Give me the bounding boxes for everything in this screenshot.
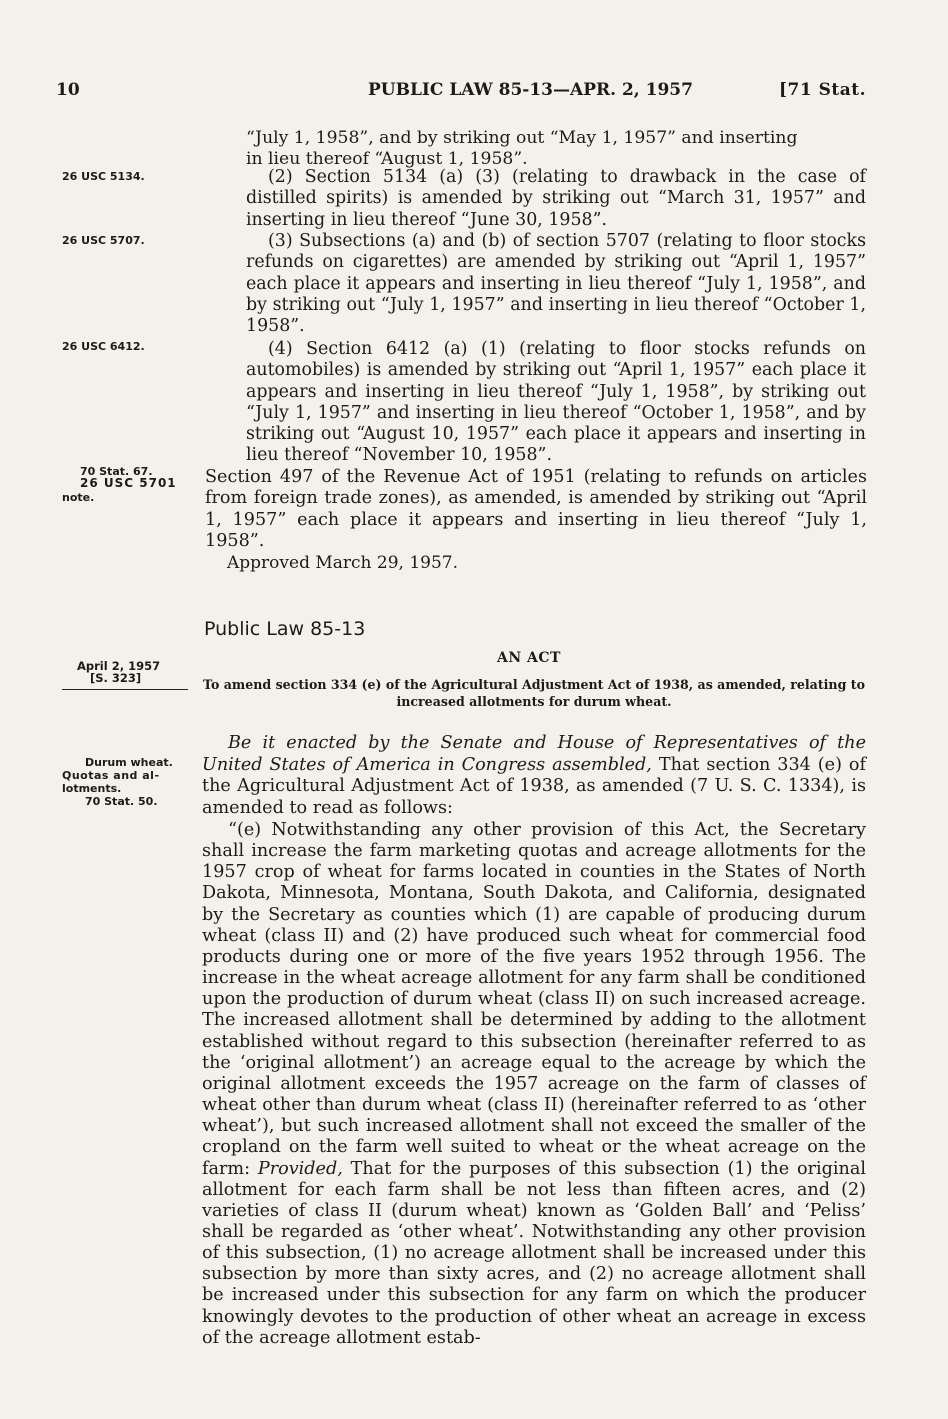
paragraph-item-3: (3) Subsections (a) and (b) of section 5707 (relating to floor stocks refunds on cigarettes) are amended by striking out “April 1, 1957” each place it appears and inserting in lieu thereof “July 1, 1958”, and by striking out “July 1, 1957” and inserting in lieu thereof “October 1, 1958”. xyxy=(246,231,866,337)
margin-note-bill: [S. 323] xyxy=(90,671,142,685)
continued-line-1: “July 1, 1958”, and by striking out “May 1, 1957” and inserting xyxy=(246,128,798,148)
amendment-text-part-2: That for the purposes of this subsection (1) the original allotment for each farm shall be not less than fifteen acres, and (2) varieties of class II (durum wheat) known as ‘Golden Ball’ and ‘Peliss’ shall be regarded as ‘other wheat’. Notwithstanding any other provision of this subsection, (1) no acreage allotment shall be increased under this subsection by more than sixty acres, and (2) no acreage allotment shall be increased under this subsection for any farm on which the producer knowingly devotes to the production of other wheat an acreage in excess of the acreage allotment estab- xyxy=(202,1158,866,1348)
amendment-text xyxy=(202,820,866,1349)
margin-note-durum-1: Durum wheat. xyxy=(85,756,173,769)
act-purpose: To amend section 334 (e) of the Agricultural Adjustment Act of 1938, as amended, relating to increased allotments for durum wheat. xyxy=(203,677,865,709)
paragraph-item-2: (2) Section 5134 (a) (3) (relating to drawback in the case of distilled spirits) is amended by striking out “March 31, 1957” and inserting in lieu thereof “June 30, 1958”. xyxy=(246,167,866,230)
margin-note-usc-5134: 26 USC 5134. xyxy=(62,170,145,183)
an-act-heading: AN ACT xyxy=(497,650,561,666)
provided-keyword: Provided, xyxy=(257,1158,343,1179)
margin-note-durum-4: 70 Stat. 50. xyxy=(85,795,158,808)
public-law-title: Public Law 85-13 xyxy=(204,618,366,640)
margin-note-durum-2: Quotas and al- xyxy=(62,769,160,782)
continued-line-2: in lieu thereof “August 1, 1958”. xyxy=(246,149,528,169)
paragraph-section-497: Section 497 of the Revenue Act of 1951 (relating to refunds on articles from foreign trade zones), as amended, is amended by striking out “April 1, 1957” each place it appears and inserting in lieu thereof “July 1, 1958”. xyxy=(205,467,867,552)
margin-note-usc-5707: 26 USC 5707. xyxy=(62,234,145,247)
enacting-clause xyxy=(202,733,866,819)
dateline-rule xyxy=(62,689,188,690)
margin-note-usc-5701: 26 USC 5701 xyxy=(80,476,177,490)
page-number: 10 xyxy=(56,80,80,100)
paragraph-item-4: (4) Section 6412 (a) (1) (relating to floor stocks refunds on automobiles) is amended by striking out “April 1, 1957” each place it appears and inserting in lieu thereof “July 1, 1958”, by striking out “July 1, 1957” and inserting in lieu thereof “October 1, 1958”, and by striking out “August 10, 1957” each place it appears and inserting in lieu thereof “November 10, 1958”. xyxy=(246,339,866,466)
enacting-formula: Be it enacted by the Senate and House of Representatives of the United States of America in Congress assembled, xyxy=(202,733,866,775)
volume-reference: [71 Stat. xyxy=(778,80,866,100)
margin-note-stat-67: 70 Stat. 67. xyxy=(80,465,153,478)
page-header xyxy=(56,80,866,106)
running-title: PUBLIC LAW 85-13—APR. 2, 1957 xyxy=(368,80,693,100)
enacting-text: That section 334 (e) of the Agricultural Adjustment Act of 1938, as amended (7 U. S. C. 1334), is amended to read as follows: xyxy=(202,754,867,818)
margin-note-note: note. xyxy=(62,491,95,504)
margin-note-durum-3: lotments. xyxy=(62,782,122,795)
margin-note-usc-6412: 26 USC 6412. xyxy=(62,340,145,353)
margin-note-date: April 2, 1957 xyxy=(77,659,161,673)
amendment-text-part-1: “(e) Notwithstanding any other provision of this Act, the Secretary shall increase the farm marketing quotas and acreage allotments for the 1957 crop of wheat for farms located in counties in the States of North Dakota, Minnesota, Montana, South Dakota, and California, designated by the Secretary as counties which (1) are capable of producing durum wheat (class II) and (2) have produced such wheat for commercial food products during one or more of the five years 1952 through 1956. The increase in the wheat acreage allotment for any farm shall be conditioned upon the production of durum wheat (class II) on such increased acreage. The increased allotment shall be determined by adding to the allotment established without regard to this subsection (hereinafter referred to as the ‘original allotment’) an acreage equal to the acreage by which the original allotment exceeds the 1957 acreage on the farm of classes of wheat other than durum wheat (class II) (hereinafter referred to as ‘other wheat’), but such increased allotment shall not exceed the smaller of the cropland on the farm well suited to wheat or the wheat acreage on the farm: xyxy=(202,820,866,1179)
approved-date: Approved March 29, 1957. xyxy=(227,553,459,573)
